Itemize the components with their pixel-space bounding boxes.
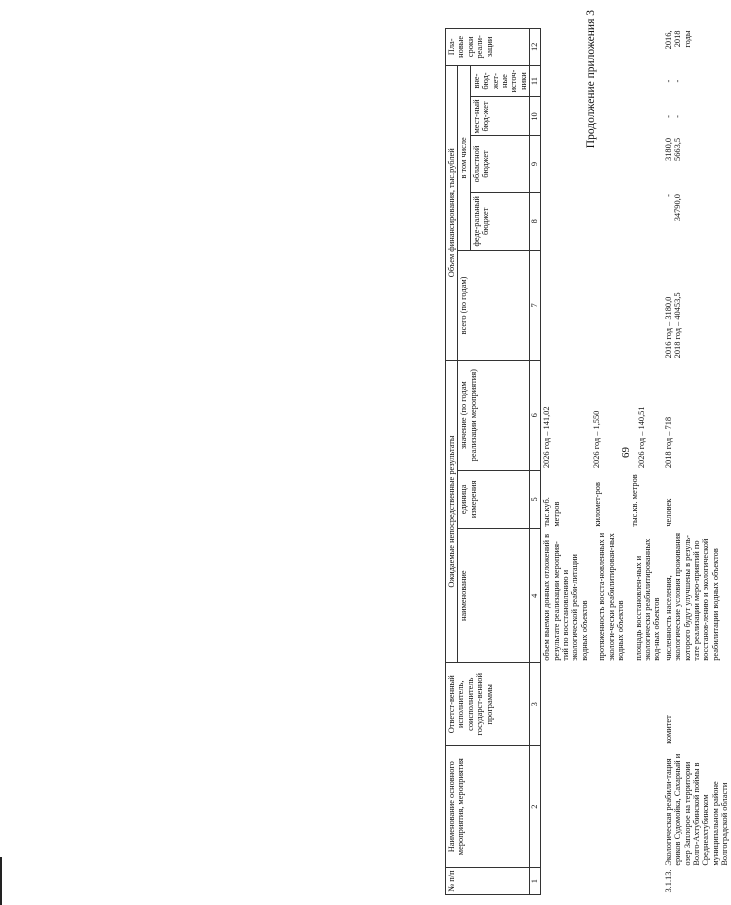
prev-name-3: площадь восстановлен-ных и экологически реабилитированных вод-ных объектов bbox=[633, 538, 662, 661]
row-num: 3.1.13. bbox=[663, 869, 673, 893]
column-number-row bbox=[530, 29, 541, 895]
header-responsible: Ответст-венный исполнитель, соисполнитель государст-венной программы bbox=[446, 663, 530, 746]
prev-value-2: 2026 год – 1,550 bbox=[591, 410, 601, 469]
col-number: 8 bbox=[530, 192, 541, 251]
prev-value-cell bbox=[541, 360, 663, 470]
col-number: 4 bbox=[530, 529, 541, 663]
row-3-1-13 bbox=[663, 29, 731, 895]
row-indicator-name: численность населения, экологические условия проживания которого будут улучшены в резуль-тате реализации меро-приятий по восстанов-лению и экологической реабилитации водных объектов bbox=[663, 533, 720, 661]
program-table bbox=[445, 28, 731, 895]
header-finance: Объем финансирования, тыс.рублей bbox=[446, 65, 458, 360]
prev-value-3: 2026 год – 140,51 bbox=[637, 406, 647, 469]
header-num: № п/п bbox=[446, 868, 530, 895]
row-years-2: 2018 bbox=[673, 30, 683, 48]
row-total-1: 2016 год – 3180,0 bbox=[663, 296, 673, 359]
col-number: 6 bbox=[530, 360, 541, 470]
col-number: 9 bbox=[530, 136, 541, 192]
row-responsible: комитет bbox=[663, 715, 673, 744]
row-federal-2: 34790,0 bbox=[673, 194, 683, 222]
col-number: 1 bbox=[530, 868, 541, 895]
row-local bbox=[663, 97, 731, 136]
header-results: Ожидаемые непосредственные результаты bbox=[446, 360, 458, 662]
prev-unit-3: тыс.кв. метров bbox=[630, 474, 640, 527]
col-number: 3 bbox=[530, 663, 541, 746]
prev-value-1: 2026 год – 141,02 bbox=[542, 406, 552, 469]
row-regional-2: 5663,5 bbox=[673, 137, 683, 161]
header-row-1 bbox=[446, 29, 458, 895]
row-regional bbox=[663, 136, 731, 192]
row-total-2: 2018 год – 40453,5 bbox=[673, 292, 683, 359]
header-name: наименование bbox=[458, 529, 530, 663]
row-unit: человек bbox=[663, 498, 673, 527]
col-number: 5 bbox=[530, 470, 541, 529]
prev-unit-cell bbox=[541, 470, 663, 529]
row-local-2: - bbox=[673, 115, 683, 118]
continuation-title: Продолжение приложения 3 bbox=[585, 10, 597, 149]
prev-name-2: протяженность восста-новленных и экологи-чески реабилитирован-ных водных объектов bbox=[597, 532, 626, 661]
header-event: Наименование основного мероприятия, мероприятия bbox=[446, 746, 530, 868]
row-local-1: - bbox=[663, 115, 673, 118]
prev-name-1: объем выемки донных отложений в результате реализации мероприя-тий по восстановлению и экологической реаби-литации водных объектов bbox=[542, 533, 589, 661]
header-total: всего (по годам) bbox=[458, 251, 530, 361]
row-extra bbox=[663, 65, 731, 97]
top-rule bbox=[0, 857, 2, 905]
header-years: Пла-новые сроки реали-зации bbox=[446, 29, 530, 66]
row-years-1: 2016, bbox=[663, 30, 673, 50]
col-number: 7 bbox=[530, 251, 541, 361]
row-extra-1: - bbox=[663, 79, 673, 83]
header-value: значение (по годам реализации мероприятия) bbox=[458, 360, 530, 470]
col-number: 2 bbox=[530, 746, 541, 868]
header-local: мест-ный бюд-жет bbox=[470, 97, 529, 136]
col-number: 12 bbox=[530, 29, 541, 66]
row-total bbox=[663, 251, 731, 361]
row-federal bbox=[663, 192, 731, 251]
header-unit: единица измерения bbox=[458, 470, 530, 529]
header-including: в том числе bbox=[458, 65, 470, 250]
row-extra-2: - bbox=[673, 79, 683, 83]
row-title: Экологическая реабили-тация ериков Судомойка, Сахарный и озер Заплорое на территории Волго-Ахтубинской поймы в Среднеахтубинском муниципальном районе Волгоградской области bbox=[663, 753, 730, 866]
row-years bbox=[663, 29, 731, 66]
header-extra: вне-бюд-жет-ные источ-ники bbox=[470, 65, 529, 97]
col-number: 11 bbox=[530, 65, 541, 97]
prev-name-cell bbox=[541, 529, 663, 663]
prev-unit-1: тыс.куб. метров bbox=[542, 497, 561, 527]
prev-row-continued bbox=[541, 29, 663, 895]
row-federal-1: - bbox=[663, 194, 673, 197]
col-number: 10 bbox=[530, 97, 541, 136]
header-federal: феде-ральный бюджет bbox=[470, 192, 529, 251]
row-value: 2018 год – 718 bbox=[663, 416, 673, 469]
header-regional: областной бюджет bbox=[470, 136, 529, 192]
page-number: 69 bbox=[620, 447, 632, 458]
row-years-3: годы bbox=[682, 30, 692, 48]
prev-unit-2: километ-ров bbox=[593, 482, 603, 527]
row-regional-1: 3180,0 bbox=[663, 137, 673, 161]
